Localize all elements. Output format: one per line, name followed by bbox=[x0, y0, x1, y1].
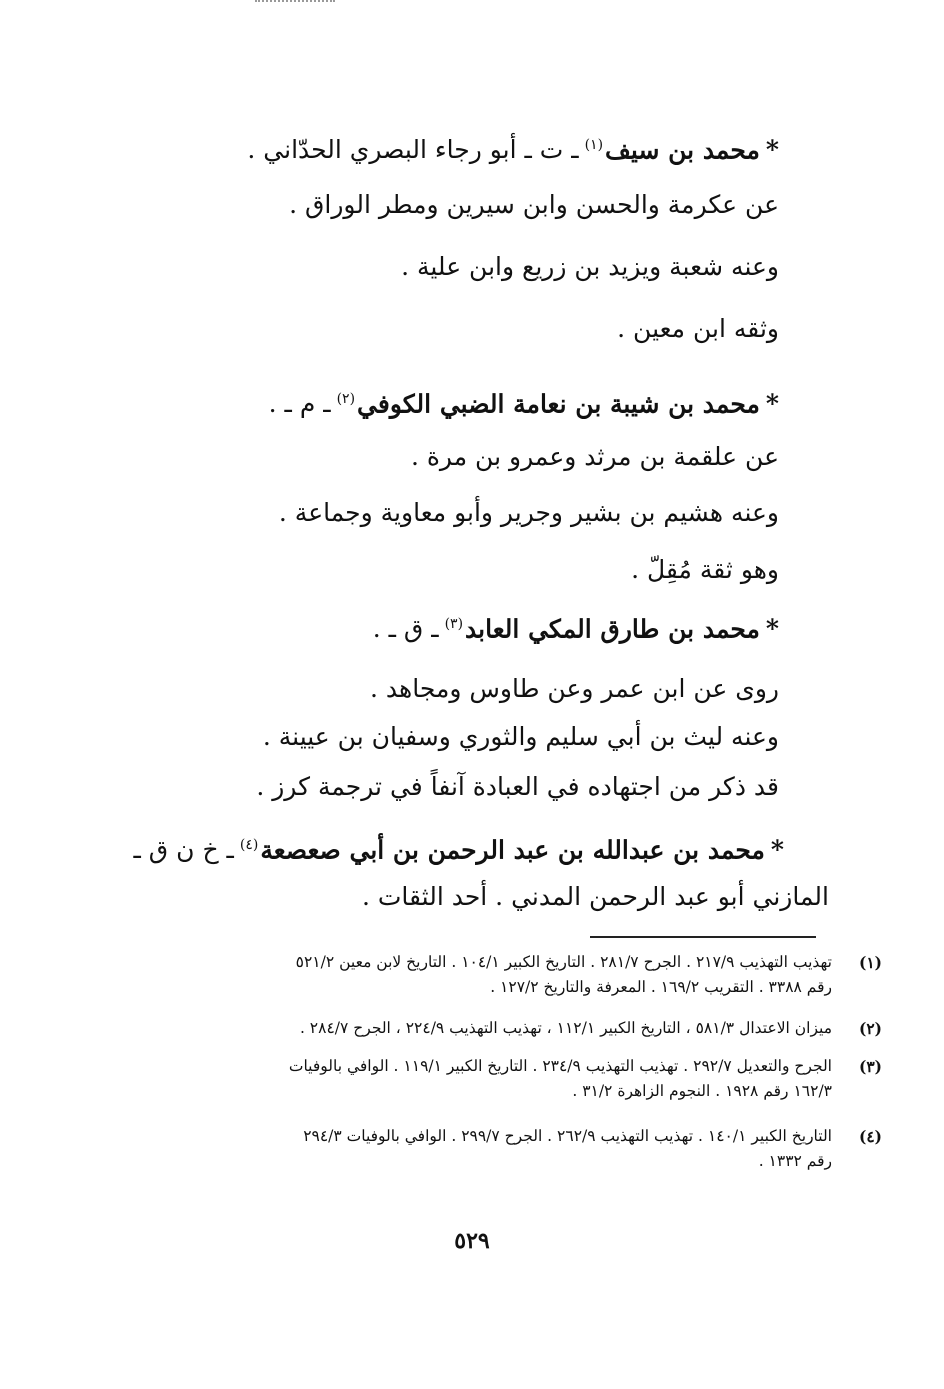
entry-name: محمد بن عبدالله بن عبد الرحمن بن أبي صعصعة bbox=[260, 835, 765, 865]
entry-line: وهو ثقة مُقِلّ . bbox=[631, 555, 779, 584]
entry-name: محمد بن سيف bbox=[605, 135, 760, 165]
footnote-text: ١٦٢/٣ رقم ١٩٢٨ . النجوم الزاهرة ٣١/٢ . bbox=[572, 1082, 832, 1100]
footnote-number: (١) bbox=[858, 953, 882, 972]
footnote-number: (٢) bbox=[858, 1019, 882, 1038]
footnote-number: (٤) bbox=[858, 1127, 882, 1146]
entry-bullet: * bbox=[770, 835, 784, 865]
footnote-text: الجرح والتعديل ٢٩٢/٧ . تهذيب التهذيب ٢٣٤/٩ . التاريخ الكبير ١١٩/١ . الوافي بالوفيات bbox=[288, 1057, 832, 1075]
footnote bbox=[167, 1054, 882, 1104]
entry-suffix: ـ ق ـ . bbox=[372, 614, 439, 644]
entry-heading bbox=[134, 828, 784, 867]
entry-line: وعنه شعبة ويزيد بن زريع وابن علية . bbox=[401, 252, 779, 281]
scan-mark bbox=[255, 0, 335, 8]
entry-line: وعنه ليث بن أبي سليم والثوري وسفيان بن عيينة . bbox=[262, 722, 779, 751]
footnote bbox=[167, 1124, 882, 1174]
footnote-text: رقم ٣٣٨٨ . التقريب ١٦٩/٢ . المعرفة والتاريخ ١٢٧/٢ . bbox=[490, 978, 832, 996]
entry-name: محمد بن شيبة بن نعامة الضبي الكوفي bbox=[357, 389, 760, 419]
footnote-ref: (١) bbox=[584, 137, 604, 153]
footnote-text: ميزان الاعتدال ٥٨١/٣ ، التاريخ الكبير ١١٢/١ ، تهذيب التهذيب ٢٢٤/٩ ، الجرح ٢٨٤/٧ . bbox=[299, 1019, 832, 1037]
entry-heading bbox=[269, 382, 779, 421]
entry-line: وعنه هشيم بن بشير وجرير وأبو معاوية وجماعة . bbox=[278, 498, 779, 527]
entry-heading bbox=[247, 128, 779, 167]
entry-suffix: ـ خ ن ق ـ bbox=[133, 835, 234, 865]
entry-name: محمد بن طارق المكي العابد bbox=[465, 614, 760, 644]
entry-suffix: ـ م ـ . bbox=[268, 389, 331, 419]
footnote bbox=[167, 950, 882, 1000]
entry-bullet: * bbox=[765, 135, 779, 165]
entry-line: قد ذكر من اجتهاده في العبادة آنفاً في ترجمة كرز . bbox=[256, 772, 779, 801]
entry-line: روى عن ابن عمر وعن طاوس ومجاهد . bbox=[370, 674, 779, 703]
footnote-divider bbox=[590, 936, 816, 938]
entry-heading bbox=[373, 607, 779, 646]
entry-line: عن عكرمة والحسن وابن سيرين ومطر الوراق . bbox=[289, 190, 779, 219]
footnote-ref: (٤) bbox=[239, 837, 259, 853]
entry-suffix: ـ ت ـ أبو رجاء البصري الحدّاني . bbox=[247, 135, 579, 165]
footnote-ref: (٣) bbox=[444, 616, 464, 632]
entry-bullet: * bbox=[765, 614, 779, 644]
footnote-text: رقم ١٣٣٢ . bbox=[758, 1152, 832, 1170]
footnote bbox=[167, 1016, 882, 1041]
entry-line: عن علقمة بن مرثد وعمرو بن مرة . bbox=[410, 442, 779, 471]
footnote-text: تهذيب التهذيب ٢١٧/٩ . الجرح ٢٨١/٧ . التاريخ الكبير ١٠٤/١ . التاريخ لابن معين ٥٢١/٢ bbox=[295, 953, 832, 971]
entry-bullet: * bbox=[765, 389, 779, 419]
page-number: ٥٢٩ bbox=[454, 1228, 490, 1254]
footnote-text: التاريخ الكبير ١٤٠/١ . تهذيب التهذيب ٢٦٢/٩ . الجرح ٢٩٩/٧ . الوافي بالوفيات ٢٩٤/٣ bbox=[303, 1127, 832, 1145]
entry-line: المازني أبو عبد الرحمن المدني . أحد الثقات . bbox=[361, 882, 829, 911]
entry-line: وثقه ابن معين . bbox=[617, 314, 779, 343]
footnote-ref: (٢) bbox=[336, 391, 356, 407]
footnote-number: (٣) bbox=[858, 1057, 882, 1076]
